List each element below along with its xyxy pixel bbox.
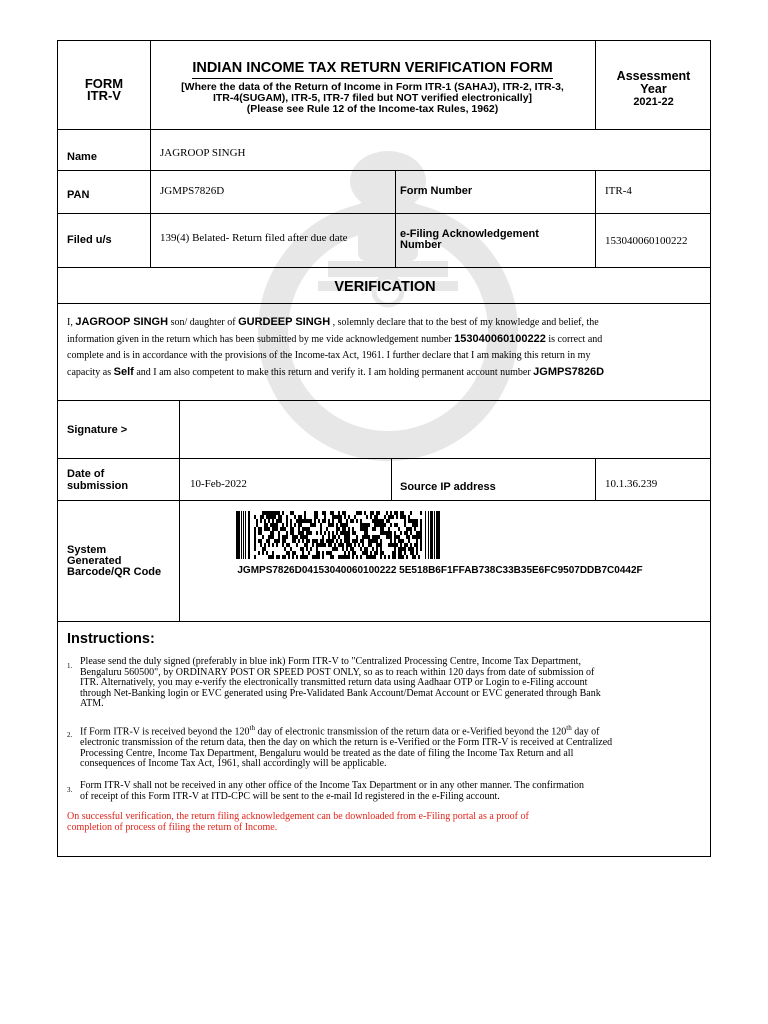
success-note: On successful verification, the return filing acknowledgement can be downloaded from e-Filing portal as a proof of completion of process of filing the return of Income. bbox=[67, 811, 529, 833]
verification-text: I, JAGROOP SINGH son/ daughter of GURDEEP SINGH , solemnly declare that to the best of my knowledge and belief, the information given in the return which has been submitted by me vide acknowledgement number 153040060100222 is correct and complete and is in accordance with the provisions of the Income-tax Act, 1961. I further declare that I am making this return in my capacity as Self and I am also competent to make this return and verify it. I am holding permanent account number JGMPS7826D bbox=[67, 316, 605, 378]
form-title: INDIAN INCOME TAX RETURN VERIFICATION FORM bbox=[192, 60, 552, 79]
ack-label: e-Filing Acknowledgement bbox=[400, 228, 539, 240]
barcode-label-3: Barcode/QR Code bbox=[67, 566, 162, 578]
father-name: GURDEEP SINGH bbox=[238, 316, 331, 328]
name-label: Name bbox=[67, 151, 97, 163]
form-subtitle-3: (Please see Rule 12 of the Income-tax Rules, 1962) bbox=[246, 103, 499, 115]
ay-value: 2021-22 bbox=[633, 96, 674, 108]
date-label-2: submission bbox=[67, 480, 129, 492]
form-label: FORM bbox=[84, 76, 124, 91]
filed-label: Filed u/s bbox=[67, 234, 112, 246]
barcode-image bbox=[236, 511, 491, 559]
form-number-label: Form Number bbox=[400, 185, 473, 197]
date-label: Date of bbox=[67, 468, 105, 480]
ack-value: 153040060100222 bbox=[605, 235, 688, 247]
ip-value: 10.1.36.239 bbox=[605, 478, 658, 490]
form-subtitle-1: [Where the data of the Return of Income in Form ITR-1 (SAHAJ), ITR-2, ITR-3, bbox=[181, 81, 564, 93]
date-value: 10-Feb-2022 bbox=[190, 478, 247, 490]
verification-ack: 153040060100222 bbox=[454, 333, 546, 345]
ip-label: Source IP address bbox=[400, 481, 496, 493]
instructions-heading: Instructions: bbox=[67, 631, 155, 647]
verification-heading: VERIFICATION bbox=[334, 279, 436, 295]
barcode-label: System bbox=[67, 544, 107, 556]
barcode-text: JGMPS7826D04153040060100222 5E518B6F1FFAB738C33B35E6FC9507DDB7C0442F bbox=[237, 565, 643, 576]
instruction-2: 2. If Form ITR-V is received beyond the 120th day of electronic transmission of the return data or e-Verified beyond the 120th day of electronic transmission of the return data, then the day on which the return is e-Verified or the Form ITR-V is received at Centralized Processing Centre, Income Tax Department, Bengaluru would be treated as the date of filing the Income Tax Return and all consequences of Income Tax Act, 1961, shall accordingly will be applicable. bbox=[67, 724, 613, 770]
pan-label: PAN bbox=[67, 189, 90, 201]
pan-value: JGMPS7826D bbox=[160, 185, 225, 197]
ack-label-2: Number bbox=[400, 239, 442, 251]
ay-label-2: Year bbox=[640, 82, 667, 96]
form-code: ITR-V bbox=[87, 88, 121, 103]
verification-pan: JGMPS7826D bbox=[533, 366, 605, 378]
filed-value: 139(4) Belated- Return filed after due date bbox=[160, 232, 348, 244]
itr-v-form bbox=[57, 40, 711, 857]
signature-label: Signature > bbox=[67, 424, 128, 436]
name-value: JAGROOP SINGH bbox=[160, 147, 246, 159]
instruction-1: 1. Please send the duly signed (preferably in blue ink) Form ITR-V to "Centralized Processing Centre, Income Tax Department, Bengaluru 560500", by ORDINARY POST OR SPEED POST ONLY, so as to reach within 120 days from date of submission of ITR. Alternatively, you may e-verify the electronically transmitted return data using Aadhaar OTP or Login to e-Filing account through Net-Banking login or EVC generated using Pre-Validated Bank Account/Demat Account or EVC generated through Bank ATM. bbox=[67, 656, 601, 710]
barcode-label-2: Generated bbox=[67, 555, 122, 567]
form-subtitle-2: ITR-4(SUGAM), ITR-5, ITR-7 filed but NOT verified electronically] bbox=[212, 92, 533, 104]
capacity: Self bbox=[113, 366, 134, 378]
ay-label: Assessment bbox=[616, 69, 691, 83]
declarant-name: JAGROOP SINGH bbox=[75, 316, 169, 328]
signature-area bbox=[180, 401, 711, 457]
form-number-value: ITR-4 bbox=[605, 185, 632, 197]
instruction-3: 3. Form ITR-V shall not be received in any other office of the Income Tax Department or in any other manner. The confirmation of receipt of this Form ITR-V at ITD-CPC will be sent to the e-mail Id registered in the e-Filing account. bbox=[67, 780, 584, 802]
